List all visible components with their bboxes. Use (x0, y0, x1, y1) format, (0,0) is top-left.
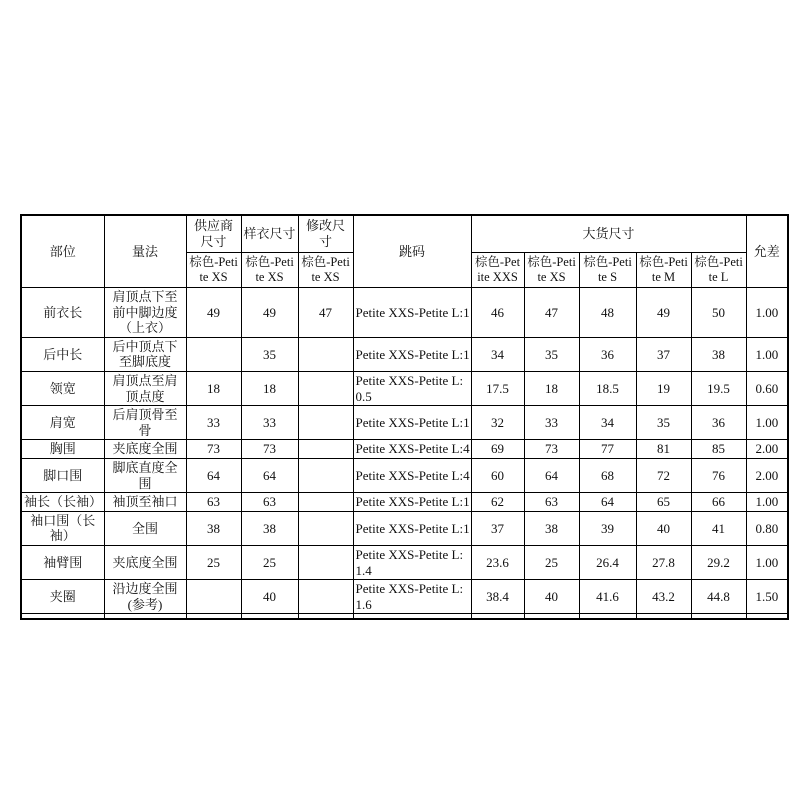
table-row (21, 406, 788, 440)
header-grading: 跳码 (353, 215, 471, 288)
bulk-size-cell: 36 (691, 406, 746, 440)
empty-cell (579, 614, 636, 620)
bulk-size-cell: 62 (471, 493, 524, 512)
bulk-size-cell: 76 (691, 458, 746, 492)
bulk-size-cell: 64 (524, 458, 579, 492)
grading-cell: Petite XXS-Petite L:4 (353, 458, 471, 492)
tolerance-cell: 0.60 (746, 371, 788, 405)
header-supplier-size: 供应商尺寸 (186, 215, 241, 253)
bulk-size-cell: 38 (691, 337, 746, 371)
grading-cell: Petite XXS-Petite L:1.4 (353, 545, 471, 579)
bulk-size-cell: 60 (471, 458, 524, 492)
table-body (21, 288, 788, 620)
subheader-bulk-l: 棕色-Petite L (691, 253, 746, 288)
empty-cell (21, 614, 104, 620)
grading-cell: Petite XXS-Petite L:1 (353, 337, 471, 371)
supplier-size-cell: 73 (186, 440, 241, 459)
bulk-size-cell: 40 (524, 580, 579, 614)
header-row-main (21, 215, 788, 253)
bulk-size-cell: 77 (579, 440, 636, 459)
tolerance-cell: 1.00 (746, 337, 788, 371)
bulk-size-cell: 17.5 (471, 371, 524, 405)
header-tolerance: 允差 (746, 215, 788, 288)
bulk-size-cell: 48 (579, 288, 636, 338)
bulk-size-cell: 65 (636, 493, 691, 512)
bulk-size-cell: 34 (579, 406, 636, 440)
sample-size-cell: 73 (241, 440, 298, 459)
bulk-size-cell: 69 (471, 440, 524, 459)
table-row (21, 511, 788, 545)
method-cell: 沿边度全围(参考) (104, 580, 186, 614)
modified-size-cell: 47 (298, 288, 353, 338)
table-row (21, 545, 788, 579)
bulk-size-cell: 33 (524, 406, 579, 440)
size-spec-sheet (20, 214, 789, 620)
sample-size-cell: 64 (241, 458, 298, 492)
header-method: 量法 (104, 215, 186, 288)
header-part: 部位 (21, 215, 104, 288)
tolerance-cell: 2.00 (746, 458, 788, 492)
part-cell: 后中长 (21, 337, 104, 371)
empty-cell (298, 614, 353, 620)
subheader-bulk-m: 棕色-Petite M (636, 253, 691, 288)
table-header (21, 215, 788, 288)
subheader-modified-color-size: 棕色-Petite XS (298, 253, 353, 288)
modified-size-cell (298, 493, 353, 512)
supplier-size-cell: 18 (186, 371, 241, 405)
tolerance-cell: 1.50 (746, 580, 788, 614)
bulk-size-cell: 32 (471, 406, 524, 440)
table-row (21, 440, 788, 459)
supplier-size-cell: 25 (186, 545, 241, 579)
part-cell: 袖臂围 (21, 545, 104, 579)
subheader-bulk-xxs: 棕色-Petite XXS (471, 253, 524, 288)
empty-cell (746, 614, 788, 620)
method-cell: 后中顶点下至脚底度 (104, 337, 186, 371)
supplier-size-cell: 33 (186, 406, 241, 440)
bulk-size-cell: 27.8 (636, 545, 691, 579)
modified-size-cell (298, 371, 353, 405)
grading-cell: Petite XXS-Petite L:1 (353, 406, 471, 440)
part-cell: 袖长（长袖） (21, 493, 104, 512)
grading-cell: Petite XXS-Petite L:1.6 (353, 580, 471, 614)
grading-cell: Petite XXS-Petite L:1 (353, 288, 471, 338)
part-cell: 脚口围 (21, 458, 104, 492)
bulk-size-cell: 19 (636, 371, 691, 405)
tolerance-cell: 1.00 (746, 406, 788, 440)
bulk-size-cell: 47 (524, 288, 579, 338)
bulk-size-cell: 35 (524, 337, 579, 371)
bulk-size-cell: 50 (691, 288, 746, 338)
bulk-size-cell: 36 (579, 337, 636, 371)
method-cell: 夹底度全围 (104, 545, 186, 579)
subheader-bulk-s: 棕色-Petite S (579, 253, 636, 288)
table-row (21, 493, 788, 512)
bulk-size-cell: 25 (524, 545, 579, 579)
bulk-size-cell: 68 (579, 458, 636, 492)
sample-size-cell: 33 (241, 406, 298, 440)
table-row (21, 458, 788, 492)
method-cell: 夹底度全围 (104, 440, 186, 459)
grading-cell: Petite XXS-Petite L:1 (353, 493, 471, 512)
sample-size-cell: 25 (241, 545, 298, 579)
bulk-size-cell: 85 (691, 440, 746, 459)
bulk-size-cell: 72 (636, 458, 691, 492)
grading-cell: Petite XXS-Petite L:4 (353, 440, 471, 459)
empty-cell (186, 614, 241, 620)
table-row (21, 580, 788, 614)
modified-size-cell (298, 458, 353, 492)
header-modified-size: 修改尺寸 (298, 215, 353, 253)
table-row-partial (21, 614, 788, 620)
bulk-size-cell: 43.2 (636, 580, 691, 614)
modified-size-cell (298, 580, 353, 614)
bulk-size-cell: 46 (471, 288, 524, 338)
supplier-size-cell: 64 (186, 458, 241, 492)
sample-size-cell: 18 (241, 371, 298, 405)
bulk-size-cell: 19.5 (691, 371, 746, 405)
bulk-size-cell: 18 (524, 371, 579, 405)
bulk-size-cell: 18.5 (579, 371, 636, 405)
method-cell: 后肩顶骨至骨 (104, 406, 186, 440)
tolerance-cell: 1.00 (746, 493, 788, 512)
bulk-size-cell: 40 (636, 511, 691, 545)
supplier-size-cell: 38 (186, 511, 241, 545)
part-cell: 领宽 (21, 371, 104, 405)
bulk-size-cell: 49 (636, 288, 691, 338)
bulk-size-cell: 38.4 (471, 580, 524, 614)
part-cell: 袖口围（长袖） (21, 511, 104, 545)
sample-size-cell: 49 (241, 288, 298, 338)
header-bulk-size: 大货尺寸 (471, 215, 746, 253)
supplier-size-cell: 49 (186, 288, 241, 338)
bulk-size-cell: 41 (691, 511, 746, 545)
method-cell: 肩顶点下至前中脚边度（上衣） (104, 288, 186, 338)
size-spec-table (20, 214, 789, 620)
empty-cell (353, 614, 471, 620)
sample-size-cell: 38 (241, 511, 298, 545)
method-cell: 肩顶点至肩顶点度 (104, 371, 186, 405)
empty-cell (241, 614, 298, 620)
grading-cell: Petite XXS-Petite L:0.5 (353, 371, 471, 405)
bulk-size-cell: 37 (636, 337, 691, 371)
bulk-size-cell: 73 (524, 440, 579, 459)
method-cell: 袖顶至袖口 (104, 493, 186, 512)
modified-size-cell (298, 337, 353, 371)
part-cell: 夹圈 (21, 580, 104, 614)
modified-size-cell (298, 511, 353, 545)
empty-cell (524, 614, 579, 620)
header-sample-size: 样衣尺寸 (241, 215, 298, 253)
bulk-size-cell: 29.2 (691, 545, 746, 579)
empty-cell (691, 614, 746, 620)
bulk-size-cell: 63 (524, 493, 579, 512)
supplier-size-cell: 63 (186, 493, 241, 512)
bulk-size-cell: 64 (579, 493, 636, 512)
table-row (21, 337, 788, 371)
bulk-size-cell: 39 (579, 511, 636, 545)
supplier-size-cell (186, 337, 241, 371)
bulk-size-cell: 26.4 (579, 545, 636, 579)
empty-cell (471, 614, 524, 620)
subheader-bulk-xs: 棕色-Petite XS (524, 253, 579, 288)
modified-size-cell (298, 406, 353, 440)
bulk-size-cell: 35 (636, 406, 691, 440)
empty-cell (104, 614, 186, 620)
bulk-size-cell: 66 (691, 493, 746, 512)
part-cell: 胸围 (21, 440, 104, 459)
bulk-size-cell: 23.6 (471, 545, 524, 579)
bulk-size-cell: 38 (524, 511, 579, 545)
method-cell: 全围 (104, 511, 186, 545)
supplier-size-cell (186, 580, 241, 614)
method-cell: 脚底直度全围 (104, 458, 186, 492)
modified-size-cell (298, 545, 353, 579)
tolerance-cell: 0.80 (746, 511, 788, 545)
subheader-sample-color-size: 棕色-Petite XS (241, 253, 298, 288)
bulk-size-cell: 34 (471, 337, 524, 371)
tolerance-cell: 1.00 (746, 545, 788, 579)
modified-size-cell (298, 440, 353, 459)
tolerance-cell: 1.00 (746, 288, 788, 338)
part-cell: 肩宽 (21, 406, 104, 440)
sample-size-cell: 35 (241, 337, 298, 371)
table-row (21, 288, 788, 338)
bulk-size-cell: 44.8 (691, 580, 746, 614)
bulk-size-cell: 81 (636, 440, 691, 459)
grading-cell: Petite XXS-Petite L:1 (353, 511, 471, 545)
sample-size-cell: 40 (241, 580, 298, 614)
subheader-supplier-color-size: 棕色-Petite XS (186, 253, 241, 288)
sample-size-cell: 63 (241, 493, 298, 512)
table-row (21, 371, 788, 405)
tolerance-cell: 2.00 (746, 440, 788, 459)
part-cell: 前衣长 (21, 288, 104, 338)
empty-cell (636, 614, 691, 620)
bulk-size-cell: 41.6 (579, 580, 636, 614)
bulk-size-cell: 37 (471, 511, 524, 545)
